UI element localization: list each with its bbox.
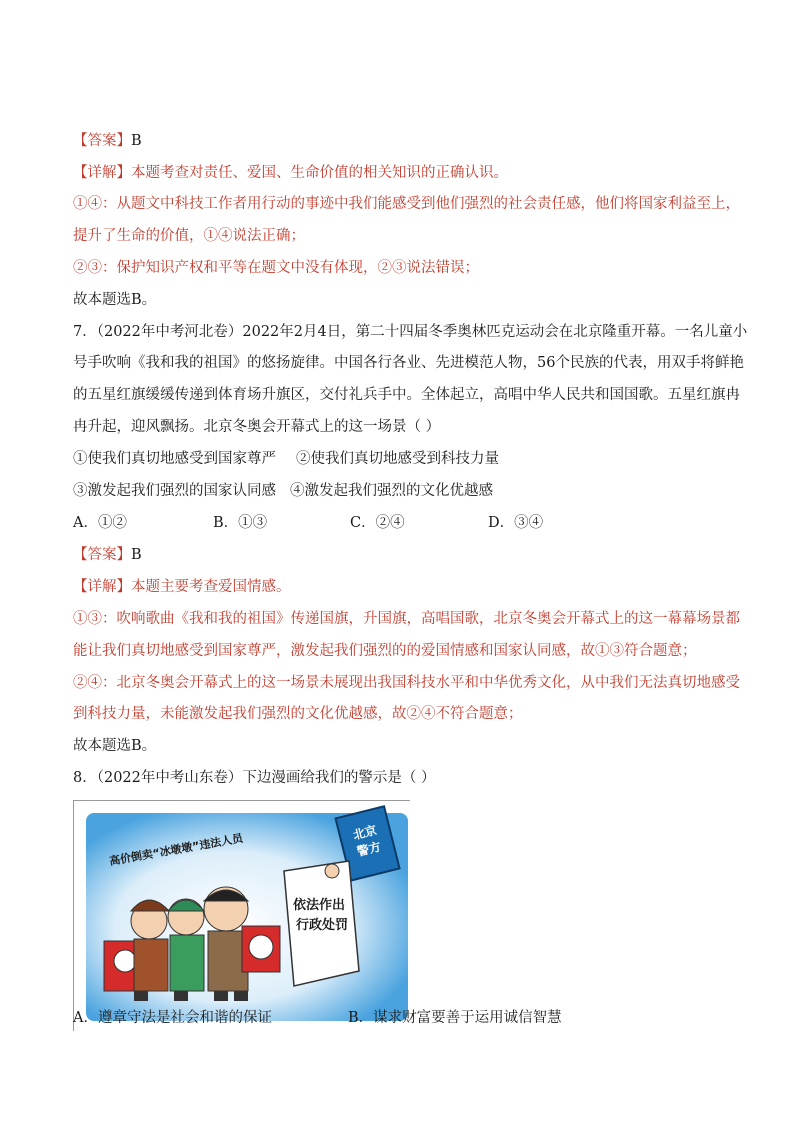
detail-label: 【详解】: [73, 165, 131, 181]
q7-point1-line2: [73, 641, 697, 661]
answer-label: 【答案】: [73, 547, 131, 563]
answer-value: B: [131, 133, 142, 149]
option-c: C．②④: [350, 515, 405, 531]
q7-stem-line1: 7．（2022年中考河北卷）2022年2月4日，第二十四届冬季奥林匹克运动会在北京隆重开幕。一名儿童小: [73, 324, 748, 340]
point-nums: ①④: [73, 196, 102, 212]
scroll-line: 行政处罚: [295, 918, 349, 933]
q7-statements-row2: [73, 481, 493, 501]
scroll-line: 依法作出: [292, 898, 346, 913]
point-text: 不符合题意；: [435, 706, 523, 722]
detail-text: 本题主要考查爱国情感。: [131, 579, 291, 595]
statement-3: ③激发起我们强烈的国家认同感: [73, 483, 276, 499]
point-nums: ②④: [73, 675, 102, 691]
point-text: ：从题文中科技工作者用行动的事迹中我们能感受到他们强烈的社会责任感，他们将国家利益至上，: [102, 196, 740, 212]
q7-stem-line3: 的五星红旗缓缓传递到体育场升旗区，交付礼兵手中。全体起立，高唱中华人民共和国国歌。五星红旗冉: [73, 387, 740, 403]
option-a: A．遵章守法是社会和谐的保证: [73, 1010, 272, 1026]
q8-options: [73, 1008, 562, 1028]
q7-stem-line4: 冉升起，迎风飘扬。北京冬奥会开幕式上的这一场景（ ）: [73, 419, 441, 435]
cartoon-image: [73, 800, 410, 1031]
q7-stem-line2: 号手吹响《我和我的祖国》的悠扬旋律。中国各行各业、先进模范人物，56个民族的代表，用双手将鲜艳: [73, 355, 744, 371]
point-text: ：北京冬奥会开幕式上的这一场景未展现出我国科技水平和中华优秀文化，从中我们无法真切地感受: [102, 675, 740, 691]
detail-text: 本题考查对责任、爱国、生命价值的相关知识的正确认识。: [131, 165, 508, 181]
sign-line: 警方: [355, 839, 383, 859]
sign-line: 北京: [351, 823, 379, 843]
option-b: B．①③: [213, 515, 268, 531]
q6-answer: [73, 131, 142, 151]
q7-statements-row1: [73, 449, 499, 469]
option-d: D．③④: [488, 515, 544, 531]
q7-point1-line1: [73, 609, 740, 629]
figure-middle: [168, 899, 204, 991]
q7-options: [73, 513, 543, 533]
penalty-scroll: [284, 861, 359, 986]
point-nums: ②③: [73, 260, 102, 276]
q6-point1-line2: [73, 226, 305, 246]
statement-2: ②使我们真切地感受到科技力量: [296, 451, 499, 467]
point-text: 到科技力量，未能激发起我们强烈的文化优越感，故: [73, 706, 407, 722]
point-nums: ①④: [203, 228, 233, 244]
point-nums: ①③: [595, 643, 624, 659]
point-nums: ①③: [73, 611, 102, 627]
q7-answer: [73, 545, 142, 565]
point-nums: ②④: [406, 706, 436, 722]
point-text: 说法正确；: [232, 228, 305, 244]
q6-conclusion: 故本题选B。: [73, 292, 157, 308]
q8-stem: 8．（2022年中考山东卷）下边漫画给我们的警示是（ ）: [73, 770, 436, 786]
q7-point2-line1: [73, 673, 740, 693]
answer-label: 【答案】: [73, 133, 131, 149]
point-text: ：吹响歌曲《我和我的祖国》传递国旗，升国旗，高唱国歌，北京冬奥会开幕式上的这一幕幕场景都: [102, 611, 740, 627]
statement-1: ①使我们真切地感受到国家尊严: [73, 451, 276, 467]
point-text: 能让我们真切地感受到国家尊严，激发起我们强烈的的爱国情感和国家认同感，故: [73, 643, 595, 659]
option-b: B．谋求财富要善于运用诚信智慧: [348, 1010, 562, 1026]
q6-detail: [73, 163, 508, 183]
point-text: 提升了生命的价值，: [73, 228, 204, 244]
point-text: ：保护知识产权和平等在题文中没有体现，: [102, 260, 378, 276]
cartoon-caption: 高价倒卖“冰墩墩”违法人员: [108, 831, 244, 868]
cartoon-illustration: [74, 801, 410, 1031]
q7-conclusion: 故本题选B。: [73, 738, 157, 754]
statement-4: ④激发起我们强烈的文化优越感: [290, 483, 493, 499]
q7-point2-line2: [73, 704, 523, 724]
q6-point1-line1: [73, 194, 740, 214]
point-nums: ②③: [377, 260, 407, 276]
q6-point2: [73, 258, 479, 278]
option-a: A．①②: [73, 515, 127, 531]
q7-detail: [73, 577, 291, 597]
point-text: 符合题意；: [624, 643, 697, 659]
point-text: 说法错误；: [406, 260, 479, 276]
answer-value: B: [131, 547, 142, 563]
detail-label: 【详解】: [73, 579, 131, 595]
